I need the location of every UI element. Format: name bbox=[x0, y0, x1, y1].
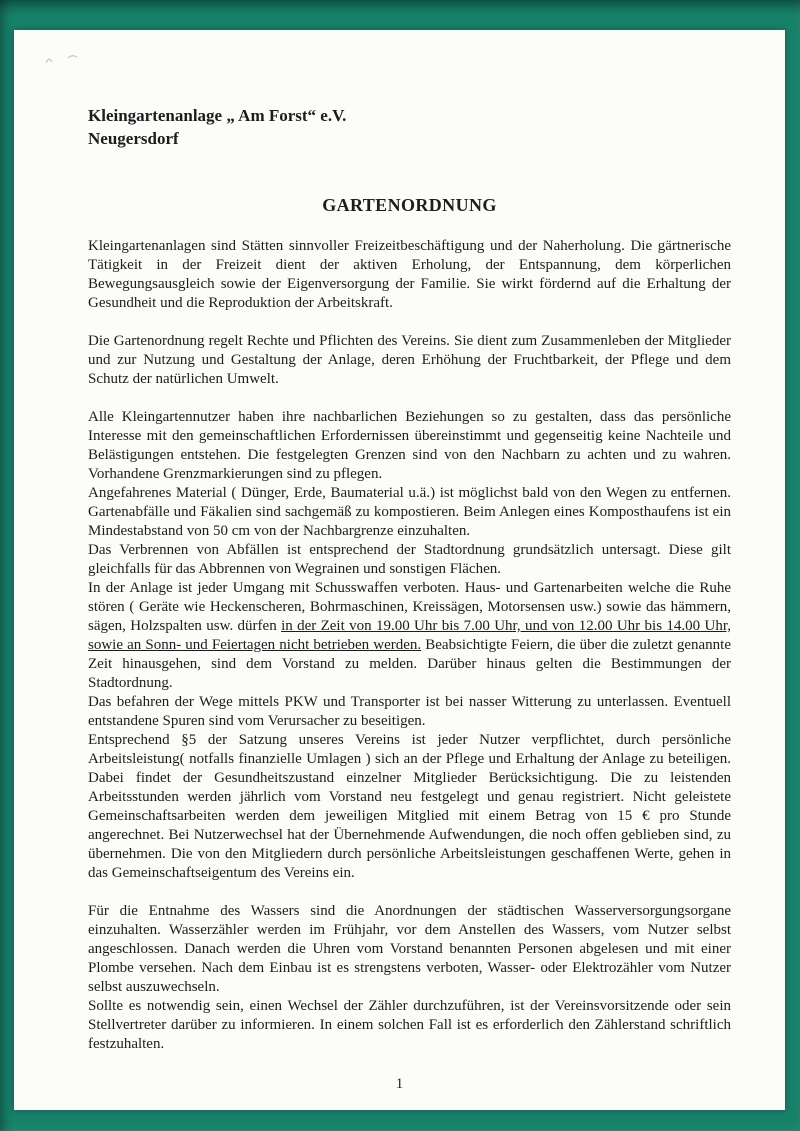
water-section bbox=[88, 902, 731, 1054]
org-name: Kleingartenanlage „ Am Forst“ e.V. bbox=[88, 106, 347, 125]
document-title: GARTENORDNUNG bbox=[322, 195, 497, 215]
paragraph-purpose: Die Gartenordnung regelt Rechte und Pflichten des Vereins. Sie dient zum Zusammenleben der Mitglieder und zur Nutzung und Gestaltung der Anlage, deren Erhöhung der Fruchtbarkeit, der Pflege und dem Schutz der natürlichen Umwelt. bbox=[88, 333, 731, 387]
pencil-mark bbox=[42, 52, 86, 74]
paragraph-neighbors: Alle Kleingartennutzer haben ihre nachbarlichen Beziehungen so zu gestalten, dass das persönliche Interesse mit den gemeinschaftlichen Erfordernissen übereinstimmt und gegenseitig keine Nachteile und Belästigungen entstehen. Die festgelegten Grenzen sind von den Nachbarn zu achten und zu wahren. Vorhandene Grenzmarkierungen sind zu pflegen. bbox=[88, 409, 731, 482]
paragraph-burning: Das Verbrennen von Abfällen ist entsprechend der Stadtordnung grundsätzlich untersagt. Diese gilt gleichfalls für das Abbrennen von Wegrainen und sonstigen Flächen. bbox=[88, 542, 731, 577]
letterhead bbox=[88, 104, 731, 150]
rules-section bbox=[88, 408, 731, 731]
org-city: Neugersdorf bbox=[88, 129, 179, 148]
paragraph-work-duty: Entsprechend §5 der Satzung unseres Vereins ist jeder Nutzer verpflichtet, durch persönliche Arbeitsleistung( notfalls finanzielle Umlagen ) sich an der Pflege und Erhaltung der Anlage zu beteiligen. Dabei findet der Gesundheitszustand einzelner Mitglieder Berücksichtigung. Die zu leistenden Arbeitsstunden werden jährlich vom Vorstand neu festgelegt und genau registriert. Nicht geleistete Gemeinschaftsarbeiten werden dem jeweiligen Mitglied mit einem Betrag von 15 € pro Stunde angerechnet. Bei Nutzerwechsel hat der Übernehmende Aufwendungen, die noch offen geblieben sind, zu übernehmen. Die von den Mitgliedern durch persönliche Arbeitsleistungen geschaffenen Werte, gehen in das Gemeinschaftseigentum des Vereins ein. bbox=[88, 732, 731, 881]
paragraph-water-meters: Für die Entnahme des Wassers sind die Anordnungen der städtischen Wasserversorgungsorgane einzuhalten. Wasserzähler werden im Frühjahr, vor dem Anstellen des Wassers, vom Nutzer selbst angeschlossen. Danach werden die Uhren vom Vorstand benannten Personen abgelesen und mit einer Plombe versehen. Nach dem Einbau ist es strengstens verboten, Wasser- oder Elektrozähler vom Nutzer selbst auszuwechseln. bbox=[88, 903, 731, 995]
noise-text-post: Beabsichtigte Feiern, die über die zuletzt genannte Zeit hinausgehen, sind dem Vorstand zu melden. Darüber hinaus gelten die Bestimmungen der Stadtordnung. bbox=[88, 637, 731, 691]
document-page bbox=[14, 30, 785, 1110]
noise-text-pre: In der Anlage ist jeder Umgang mit Schusswaffen verboten. Haus- und Gartenarbeiten welche die Ruhe stören ( Geräte wie Heckenscheren, Bohrmaschinen, Kreissägen, Motorsensen usw.) sowie das hämmern, sägen, Holzspalten usw. dürfen bbox=[88, 580, 731, 634]
paragraph-meter-change: Sollte es notwendig sein, einen Wechsel der Zähler durchzuführen, ist der Vereinsvorsitzende oder sein Stellvertreter darüber zu informieren. In einem solchen Fall ist es erforderlich den Zählerstand schriftlich festzuhalten. bbox=[88, 998, 731, 1052]
paragraph-driving: Das befahren der Wege mittels PKW und Transporter ist bei nasser Witterung zu unterlassen. Eventuell entstandene Spuren sind vom Verursacher zu beseitigen. bbox=[88, 694, 731, 729]
paragraph-intro: Kleingartenanlagen sind Stätten sinnvoller Freizeitbeschäftigung und der Naherholung. Die gärtnerische Tätigkeit in der Freizeit dient der aktiven Erholung, der Entspannung, dem körperlichen Bewegungsausgleich sowie der Eigenversorgung der Familie. Sie wirkt fördernd auf die Erhaltung der Gesundheit und die Reproduktion der Arbeitskraft. bbox=[88, 238, 731, 311]
page-number: 1 bbox=[395, 1076, 404, 1092]
underlined-quiet-hours: in der Zeit von 19.00 Uhr bis 7.00 Uhr, und von 12.00 Uhr bis 14.00 Uhr, sowie an Sonn- und Feiertagen nicht betrieben werden. bbox=[88, 618, 731, 653]
paragraph-material: Angefahrenes Material ( Dünger, Erde, Baumaterial u.ä.) ist möglichst bald von den Wegen zu entfernen. Gartenabfälle und Fäkalien sind sachgemäß zu kompostieren. Beim Anlegen eines Komposthaufens ist ein Mindestabstand von 50 cm von der Nachbargrenze einzuhalten. bbox=[88, 485, 731, 539]
paragraph-noise bbox=[88, 579, 731, 693]
